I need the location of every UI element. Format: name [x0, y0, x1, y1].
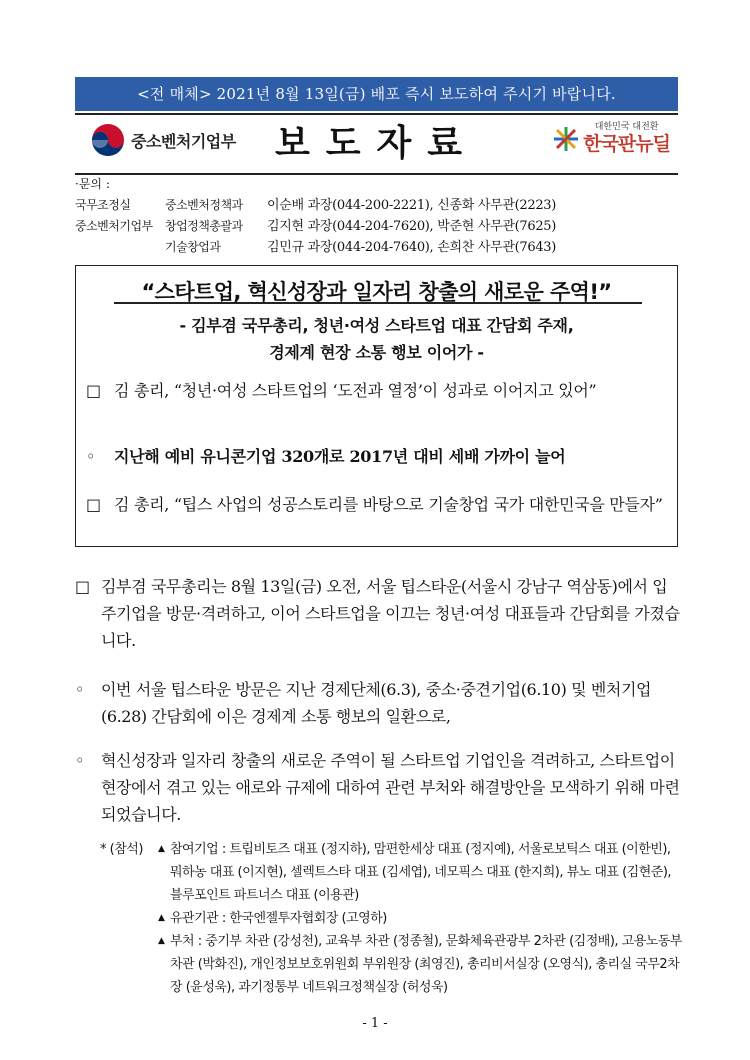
summary-bullet [86, 492, 666, 517]
subheadline [76, 312, 677, 366]
inquiry-label: ·문의 : [75, 177, 110, 191]
contact-dept: 기술창업과 [165, 240, 221, 254]
subheadline-line-2: 경제계 현장 소통 행보 이어가 - [269, 343, 484, 362]
new-deal-tagline: 대한민국 대전환 [594, 122, 659, 132]
new-deal-name: 한국판뉴딜 [583, 133, 670, 155]
contact-dept: 창업정책총괄과 [165, 219, 243, 233]
reference-item [158, 930, 685, 999]
square-bullet-icon: □ [86, 381, 101, 400]
page-number: - 1 - [362, 1016, 388, 1031]
triangle-bullet-icon: ▲ [158, 844, 165, 854]
headline: “스타트업, 혁신성장과 일자리 창출의 새로운 주역!” [141, 280, 612, 304]
contact-row [75, 195, 678, 216]
contact-people: 김민규 과장(044-204-7640), 손희찬 사무관(7643) [267, 240, 557, 255]
contact-row [75, 237, 678, 258]
reference-item [158, 838, 685, 907]
contact-org: 국무조정실 [75, 198, 131, 212]
korean-new-deal-logo [553, 123, 670, 154]
circle-bullet-icon: ◦ [86, 447, 96, 466]
circle-bullet-icon: ◦ [75, 751, 85, 770]
reference-item-text: 유관기관 : 한국엔젤투자협회장 (고영하) [170, 911, 387, 926]
reference-item-text: 참여기업 : 트립비토즈 대표 (정지하), 맘편한세상 대표 (정지예), 서울로보틱스 대표 (이한빈), 뭐하농 대표 (이지현), 셀렉트스타 대표 (김세엽), 네모픽스 대표 (한지희), 뷰노 대표 (김현준), 블루포인트 파트너스 대표 (이용관) [170, 842, 672, 903]
body-paragraph [75, 676, 680, 730]
summary-bullet-text: 김 총리, “청년·여성 스타트업의 ‘도전과 열정’이 성과로 이어지고 있어” [114, 381, 597, 400]
summary-bullet [86, 378, 666, 403]
headline-underline [114, 302, 642, 304]
contact-row [75, 216, 678, 237]
summary-bullet-text: 지난해 예비 유니콘기업 320개로 2017년 대비 세배 가까이 늘어 [114, 447, 566, 466]
page-title: 보도자료 [274, 122, 479, 164]
triangle-bullet-icon: ▲ [158, 936, 165, 946]
circle-bullet-icon: ◦ [75, 680, 85, 699]
summary-bullet-text: 김 총리, “팁스 사업의 성공스토리를 바탕으로 기술창업 국가 대한민국을 만들자” [114, 495, 663, 514]
subheadline-line-1: - 김부겸 국무총리, 청년·여성 스타트업 대표 간담회 주재, [179, 316, 574, 335]
body-paragraph [75, 747, 680, 828]
contact-people: 김지현 과장(044-204-7620), 박준현 사무관(7625) [267, 219, 557, 234]
reference-label: * (참석) [100, 842, 143, 857]
contact-block [75, 174, 678, 258]
square-bullet-icon: □ [75, 577, 90, 596]
reference-item-text: 부처 : 중기부 차관 (강성천), 교육부 차관 (정종철), 문화체육관광부 2차관 (김정배), 고용노동부 차관 (박화진), 개인정보보호위원회 부위원장 (최영진), 총리비서실장 (오영식), 총리실 국무2차장 (윤성욱), 과기정통부 네트워크정책실장 (허성욱) [170, 934, 682, 995]
triangle-bullet-icon: ▲ [158, 913, 165, 923]
summary-box [75, 265, 678, 547]
square-bullet-icon: □ [86, 495, 101, 514]
distribution-banner: <전 매체> 2021년 8월 13일(금) 배포 즉시 보도하여 주시기 바랍니다. [75, 77, 678, 111]
paragraph-text: 혁신성장과 일자리 창출의 새로운 주역이 될 스타트업 기업인을 격려하고, 스타트업이 현장에서 겪고 있는 애로와 규제에 대하여 관련 부처와 해결방안을 모색하기 위해 마련되었습니다. [101, 751, 680, 824]
new-deal-star-icon [553, 126, 579, 152]
contact-org [75, 237, 165, 258]
body-paragraph [75, 573, 680, 654]
contact-people: 이순배 과장(044-200-2221), 신종화 사무관(2223) [267, 198, 557, 213]
ministry-name: 중소벤처기업부 [131, 131, 236, 151]
attendee-reference [100, 838, 685, 999]
contact-dept: 중소벤처정책과 [165, 198, 243, 212]
paragraph-text: 이번 서울 팁스타운 방문은 지난 경제단체(6.3), 중소·중견기업(6.10) 및 벤처기업(6.28) 간담회에 이은 경제계 소통 행보의 일환으로, [101, 680, 652, 726]
header-row [75, 113, 678, 175]
reference-item [158, 907, 685, 930]
paragraph-text: 김부겸 국무총리는 8월 13일(금) 오전, 서울 팁스타운(서울시 강남구 역삼동)에서 입주기업을 방문·격려하고, 이어 스타트업을 이끄는 청년·여성 대표들과 간담회를 가졌습니다. [101, 577, 680, 650]
contact-org: 중소벤처기업부 [75, 219, 153, 233]
summary-sub-bullet [86, 444, 666, 469]
